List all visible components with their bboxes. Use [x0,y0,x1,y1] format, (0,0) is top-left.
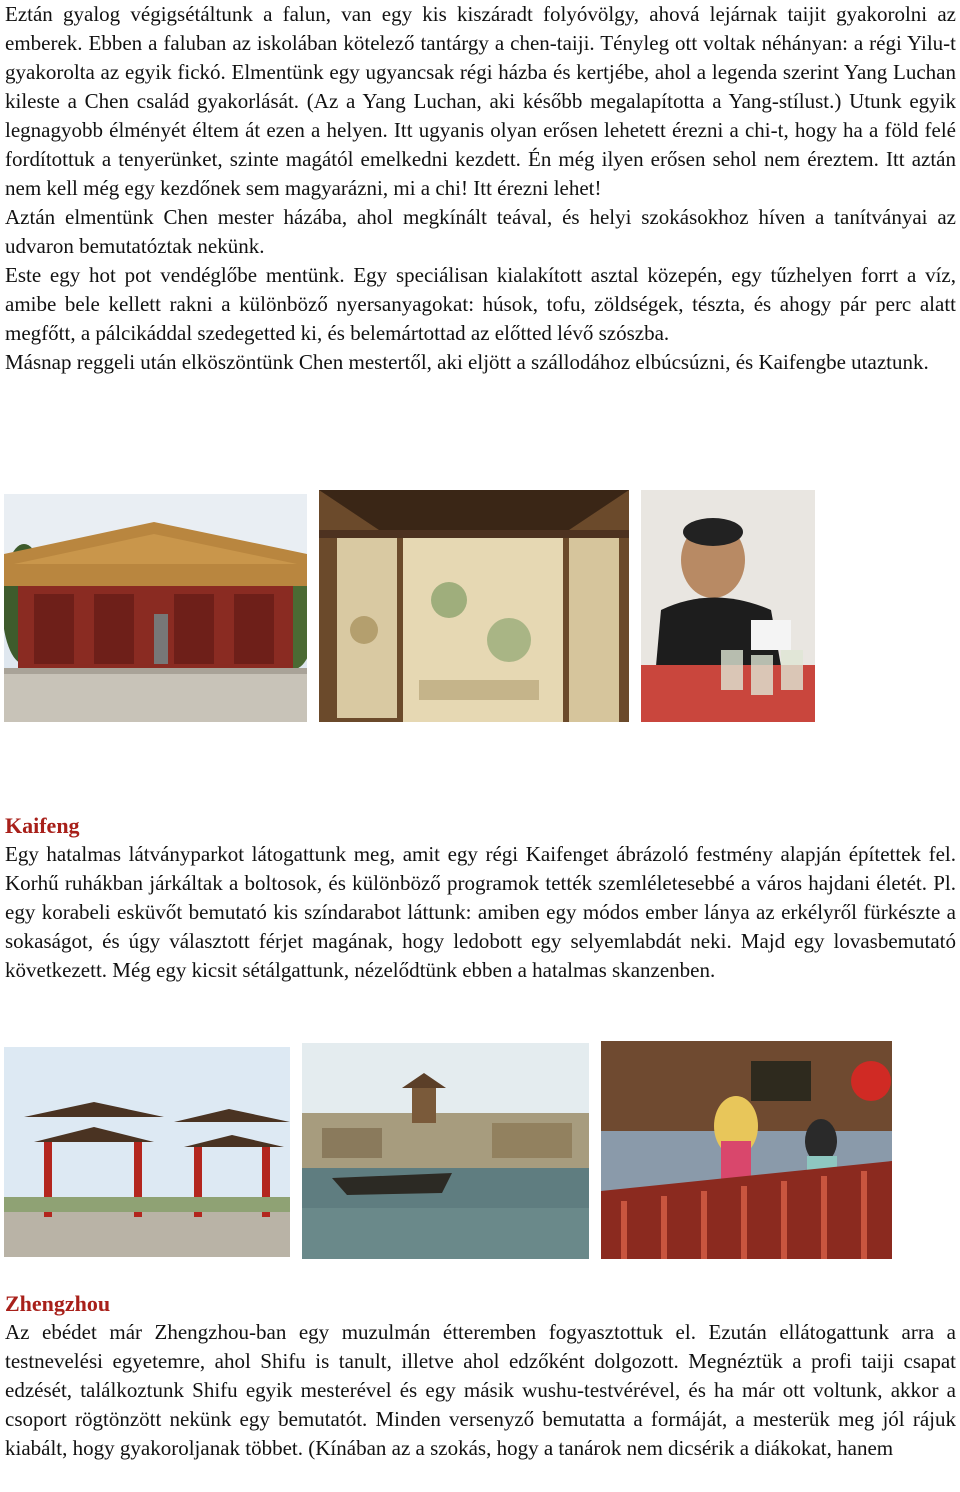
paragraph: Eztán gyalog végigsétáltunk a falun, van egy kis kiszáradt folyóvölgy, ahová lejárnak taijit gyakorolni az emberek. Ebben a faluban az iskolában kötelező tantárgy a chen-taiji. Tényleg ott voltak néhányan: a régi Yilu-t gyakorolta az egyik fickó. Elmentünk egy ugyancsak régi házba és kertjébe, ahol a legenda szerint Yang Luchan kileste a Chen család gyakorlását. (Az a Yang Luchan, aki később megalapította a Yang-stílust.) Utunk egyik legnagyobb élményét éltem át ezen a helyen. Itt ugyanis olyan erősen lehetett érezni a chi-t, hogy ha a föld felé fordítottuk a tenyerünket, szinte magától emelkedni kezdett. Én még ilyen erősen sehol nem éreztem. Itt aztán nem kell még egy kezdőnek sem magyarázni, mi a chi! Itt érezni lehet! [5,2,956,200]
zhengzhou-text [5,1318,956,1463]
kaifeng-text [5,840,956,985]
balcony-performance-photo [601,1041,892,1259]
pagoda-gates-photo [4,1047,290,1257]
paragraph: Este egy hot pot vendéglőbe mentünk. Egy speciálisan kialakított asztal közepén, egy tűzhelyen forrt a víz, amibe bele kellett rakni a különböző nyersanyagokat: húsok, tofu, zöldségek, tészta, és ahogy pár perc alatt megfőtt, a pálcikáddal szedegetted ki, és belemártottad az előtted lévő szószba. [5,263,956,345]
paragraph: Aztán elmentünk Chen mester házába, ahol megkínált teával, és helyi szokásokhoz híven a tanítványai az udvaron bemutatóztak nekünk. [5,205,956,258]
wall-painting-photo [319,490,629,722]
paragraph: Az ebédet már Zhengzhou-ban egy muzulmán étteremben fogyasztottuk el. Ezután ellátogattunk arra a testnevelési egyetemre, ahol Shifu is tanult, illetve ahol edzőként dolgozott. Megnéztük a profi taiji csapat edzését, találkoztunk Shifu egyik mesterével és egy másik wushu-testvérével, és ha már ott voltunk, akkor a csoport rögtönzött nekünk egy bemutatót. Minden versenyző bemutatta a formáját, a mesterük meg jól rájuk kiabált, hogy gyakoroljanak többet. (Kínában az a szokás, hogy a tanárok nem dicsérik a diákokat, hanem [5,1320,956,1460]
chen-master-photo [641,490,815,722]
paragraph: Egy hatalmas látványparkot látogattunk meg, amit egy régi Kaifenget ábrázoló festmény alapján építettek fel. Korhű ruhákban járkáltak a boltosok, és különböző programok tették szemléletesebbé a város hajdani életét. Pl. egy korabeli esküvőt bemutató kis színdarabot láttunk: amiben egy módos ember lánya az erkélyről fürkészte a sokaságot, és úgy választott férjet magának, hogy ledobott egy selyemlabdát neki. Majd egy lovasbemutató következett. Még egy kicsit sétálgattunk, nézelődtünk ebben a hatalmas skanzenben. [5,842,956,982]
intro-text [5,0,956,377]
temple-photo [4,494,307,722]
paragraph: Másnap reggeli után elköszöntünk Chen mestertől, aki eljött a szállodához elbúcsúzni, és Kaifengbe utaztunk. [5,350,929,374]
section-heading-kaifeng: Kaifeng [5,813,80,838]
section-heading-zhengzhou: Zhengzhou [5,1291,111,1316]
river-town-photo [302,1043,589,1259]
